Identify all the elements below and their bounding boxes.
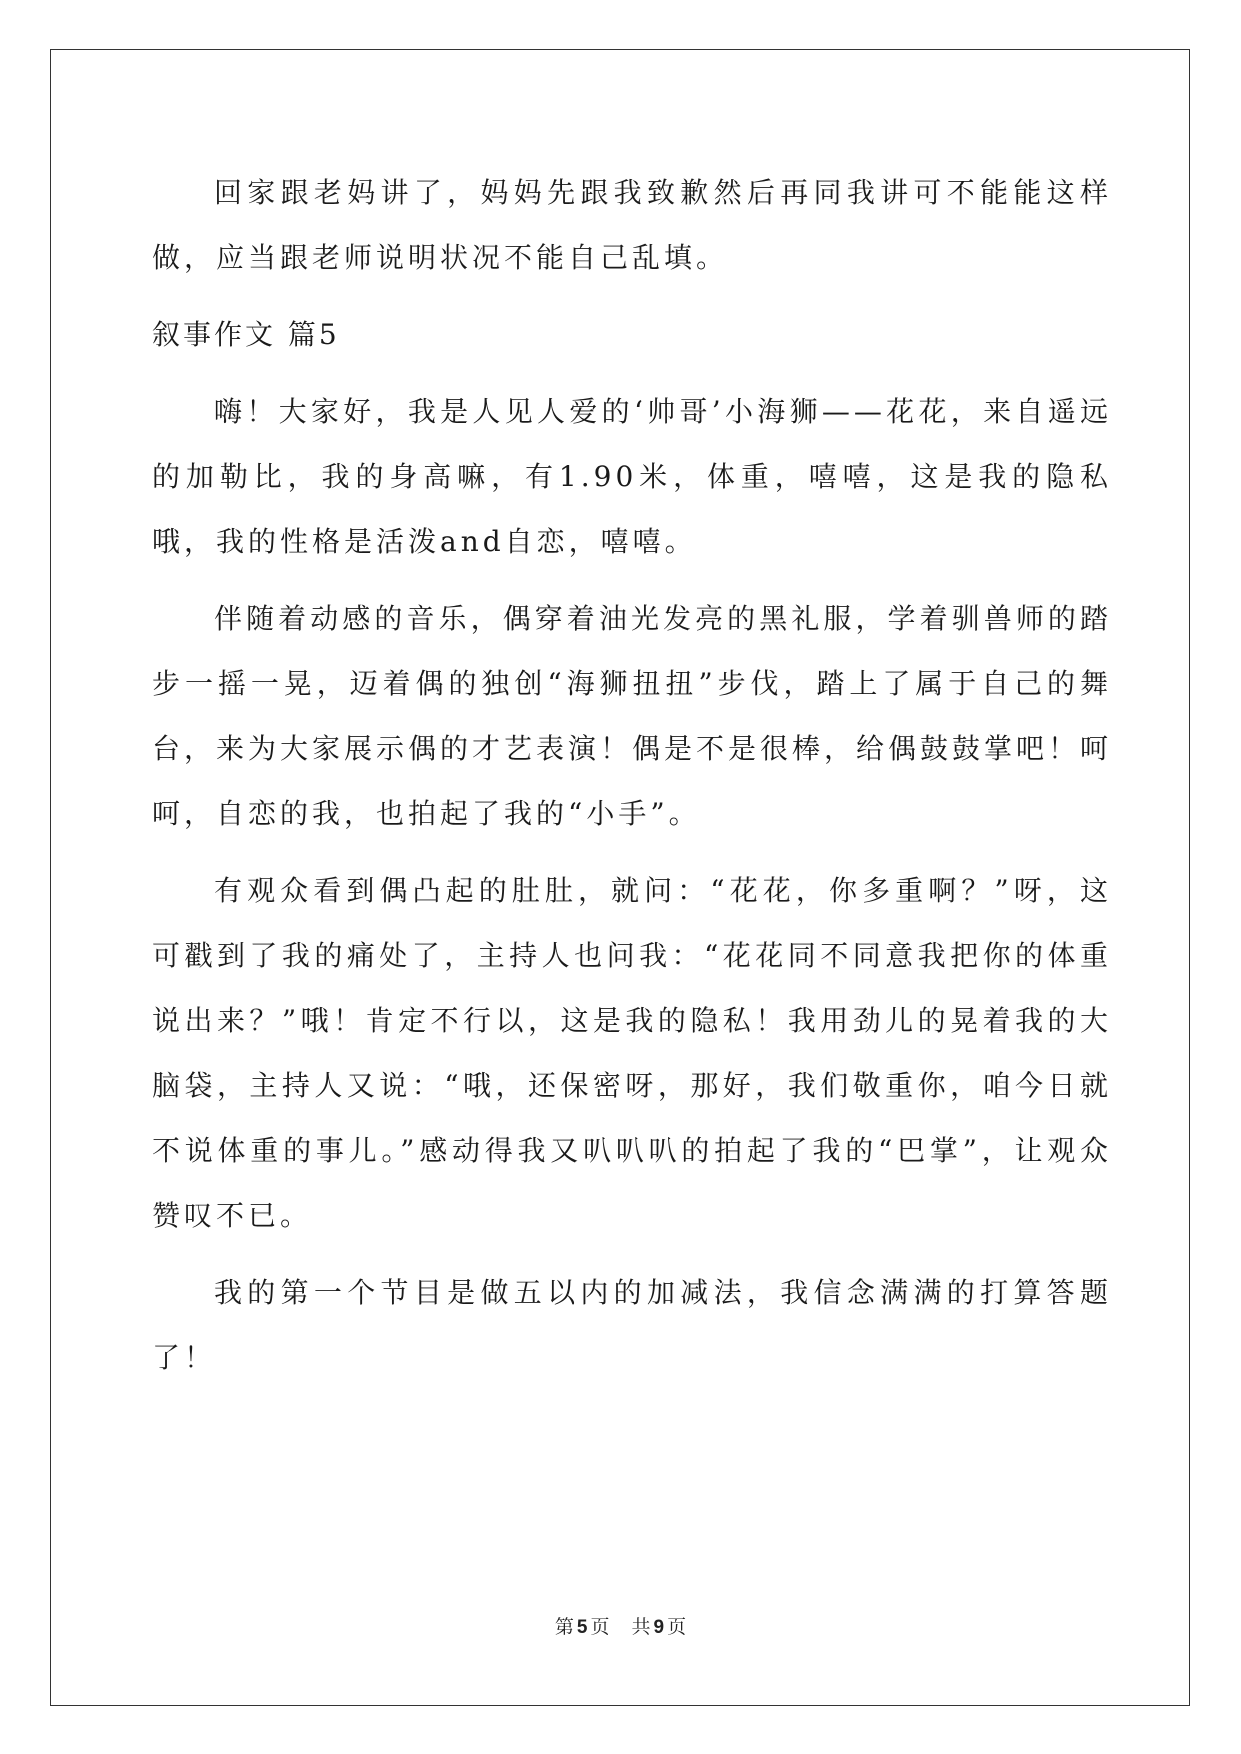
- paragraph: 有观众看到偶凸起的肚肚，就问：“花花，你多重啊？”呀，这可戳到了我的痛处了，主持人也问我：“花花同不同意我把你的体重说出来？”哦！肯定不行以，这是我的隐私！我用劲儿的晃着我的大脑袋，主持人又说：“哦，还保密呀，那好，我们敬重你，咱今日就不说体重的事儿。”感动得我又叭叭叭的拍起了我的“巴掌”，让观众赞叹不已。: [152, 874, 1112, 1232]
- paragraph-gap: [152, 846, 1112, 858]
- total-page-number: 9: [653, 1617, 665, 1638]
- current-page-number: 5: [576, 1617, 588, 1638]
- paragraph-gap: [152, 290, 1112, 302]
- footer-total-prefix: 共: [631, 1616, 651, 1638]
- section-title: 叙事作文 篇5: [152, 318, 340, 351]
- paragraph-gap: [152, 574, 1112, 586]
- page-footer: [0, 1612, 1241, 1639]
- paragraph: 伴随着动感的音乐，偶穿着油光发亮的黑礼服，学着驯兽师的踏步一摇一晃，迈着偶的独创“海狮扭扭”步伐，踏上了属于自己的舞台，来为大家展示偶的才艺表演！偶是不是很棒，给偶鼓鼓掌吧！呵呵，自恋的我，也拍起了我的“小手”。: [152, 602, 1113, 830]
- footer-page-suffix: 页: [590, 1616, 610, 1638]
- footer-total-suffix: 页: [667, 1616, 687, 1638]
- paragraph: 嗨！大家好，我是人见人爱的‘帅哥’小海狮——花花，来自遥远的加勒比，我的身高嘛，有1.90米，体重，嘻嘻，这是我的隐私哦，我的性格是活泼and自恋，嘻嘻。: [152, 395, 1112, 558]
- footer-prefix: 第: [554, 1616, 574, 1638]
- paragraph: 我的第一个节目是做五以内的加减法，我信念满满的打算答题了！: [152, 1276, 1112, 1374]
- paragraph-gap: [152, 367, 1112, 379]
- document-body: [152, 160, 1112, 1390]
- paragraph-gap: [152, 1248, 1112, 1260]
- paragraph: 回家跟老妈讲了，妈妈先跟我致歉然后再同我讲可不能能这样做，应当跟老师说明状况不能自己乱填。: [152, 176, 1112, 274]
